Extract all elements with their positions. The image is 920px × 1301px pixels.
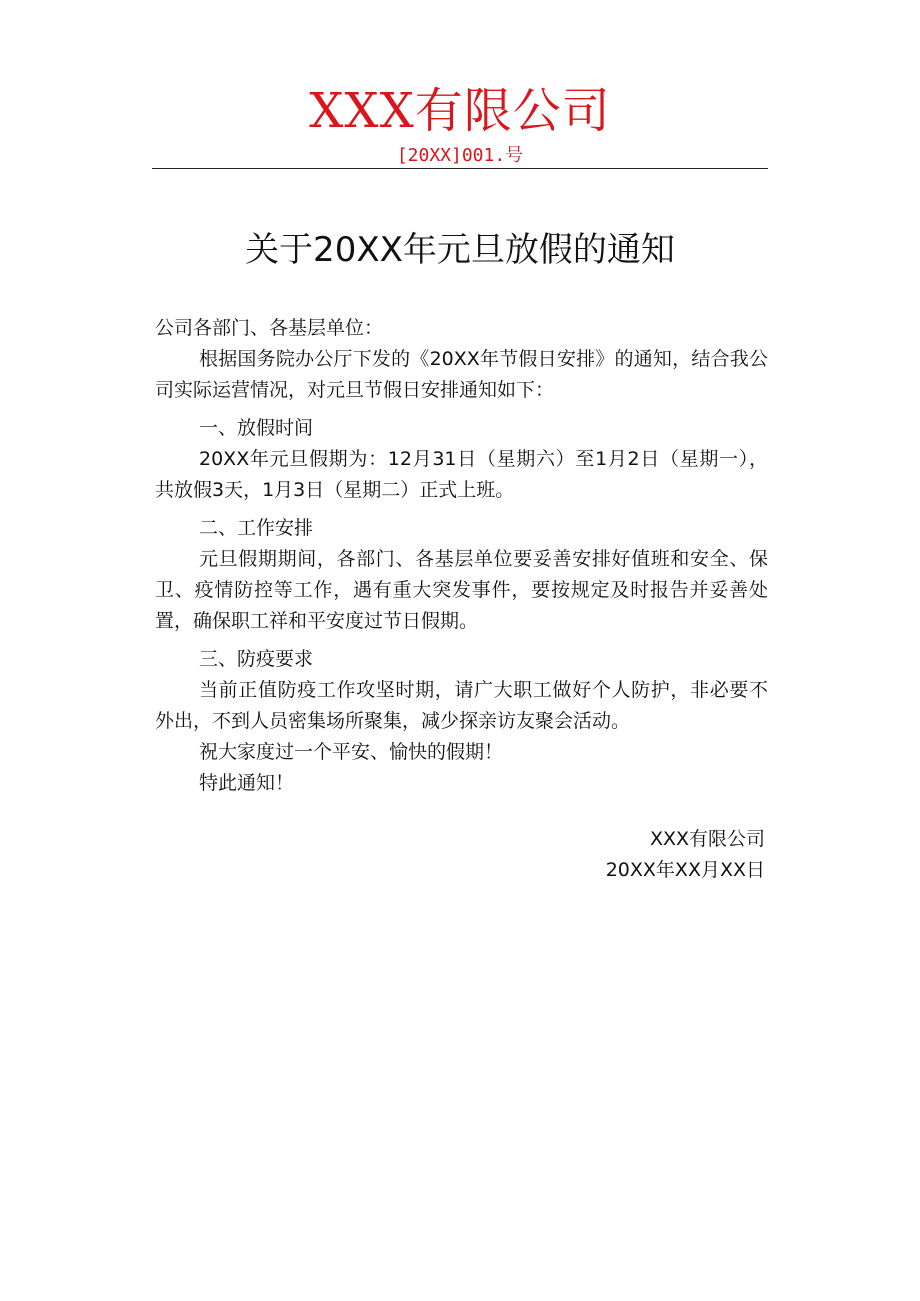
signature-block (606, 824, 765, 886)
intro-paragraph: 根据国务院办公厅下发的《20XX年节假日安排》的通知，结合我公司实际运营情况，对元旦节假日安排通知如下： (155, 348, 768, 401)
notice-body (155, 313, 768, 799)
section-heading-work-arrangement: 二、工作安排 (199, 517, 314, 539)
company-letterhead: XXX有限公司 (309, 83, 611, 139)
section-text-holiday-time: 20XX年元旦假期为：12月31日（星期六）至1月2日（星期一），共放假3天，1月3日（星期二）正式上班。 (155, 448, 768, 501)
signature-company: XXX有限公司 (649, 828, 765, 850)
notice-title: 关于20XX年元旦放假的通知 (245, 230, 675, 270)
closing-paragraph: 特此通知！ (199, 772, 295, 794)
section-heading-holiday-time: 一、放假时间 (199, 417, 314, 439)
header-divider (152, 168, 768, 169)
wish-paragraph: 祝大家度过一个平安、愉快的假期！ (199, 741, 504, 763)
section-text-epidemic-prevention: 当前正值防疫工作攻坚时期，请广大职工做好个人防护，非必要不外出，不到人员密集场所聚集，减少探亲访友聚会活动。 (155, 679, 768, 732)
salutation: 公司各部门、各基层单位： (155, 317, 384, 339)
section-heading-epidemic-prevention: 三、防疫要求 (199, 648, 314, 670)
signature-date: 20XX年XX月XX日 (605, 859, 765, 881)
document-number: [20XX]001.号 (396, 145, 524, 166)
section-text-work-arrangement: 元旦假期期间，各部门、各基层单位要妥善安排好值班和安全、保卫、疫情防控等工作，遇有重大突发事件，要按规定及时报告并妥善处置，确保职工祥和平安度过节日假期。 (155, 548, 768, 632)
